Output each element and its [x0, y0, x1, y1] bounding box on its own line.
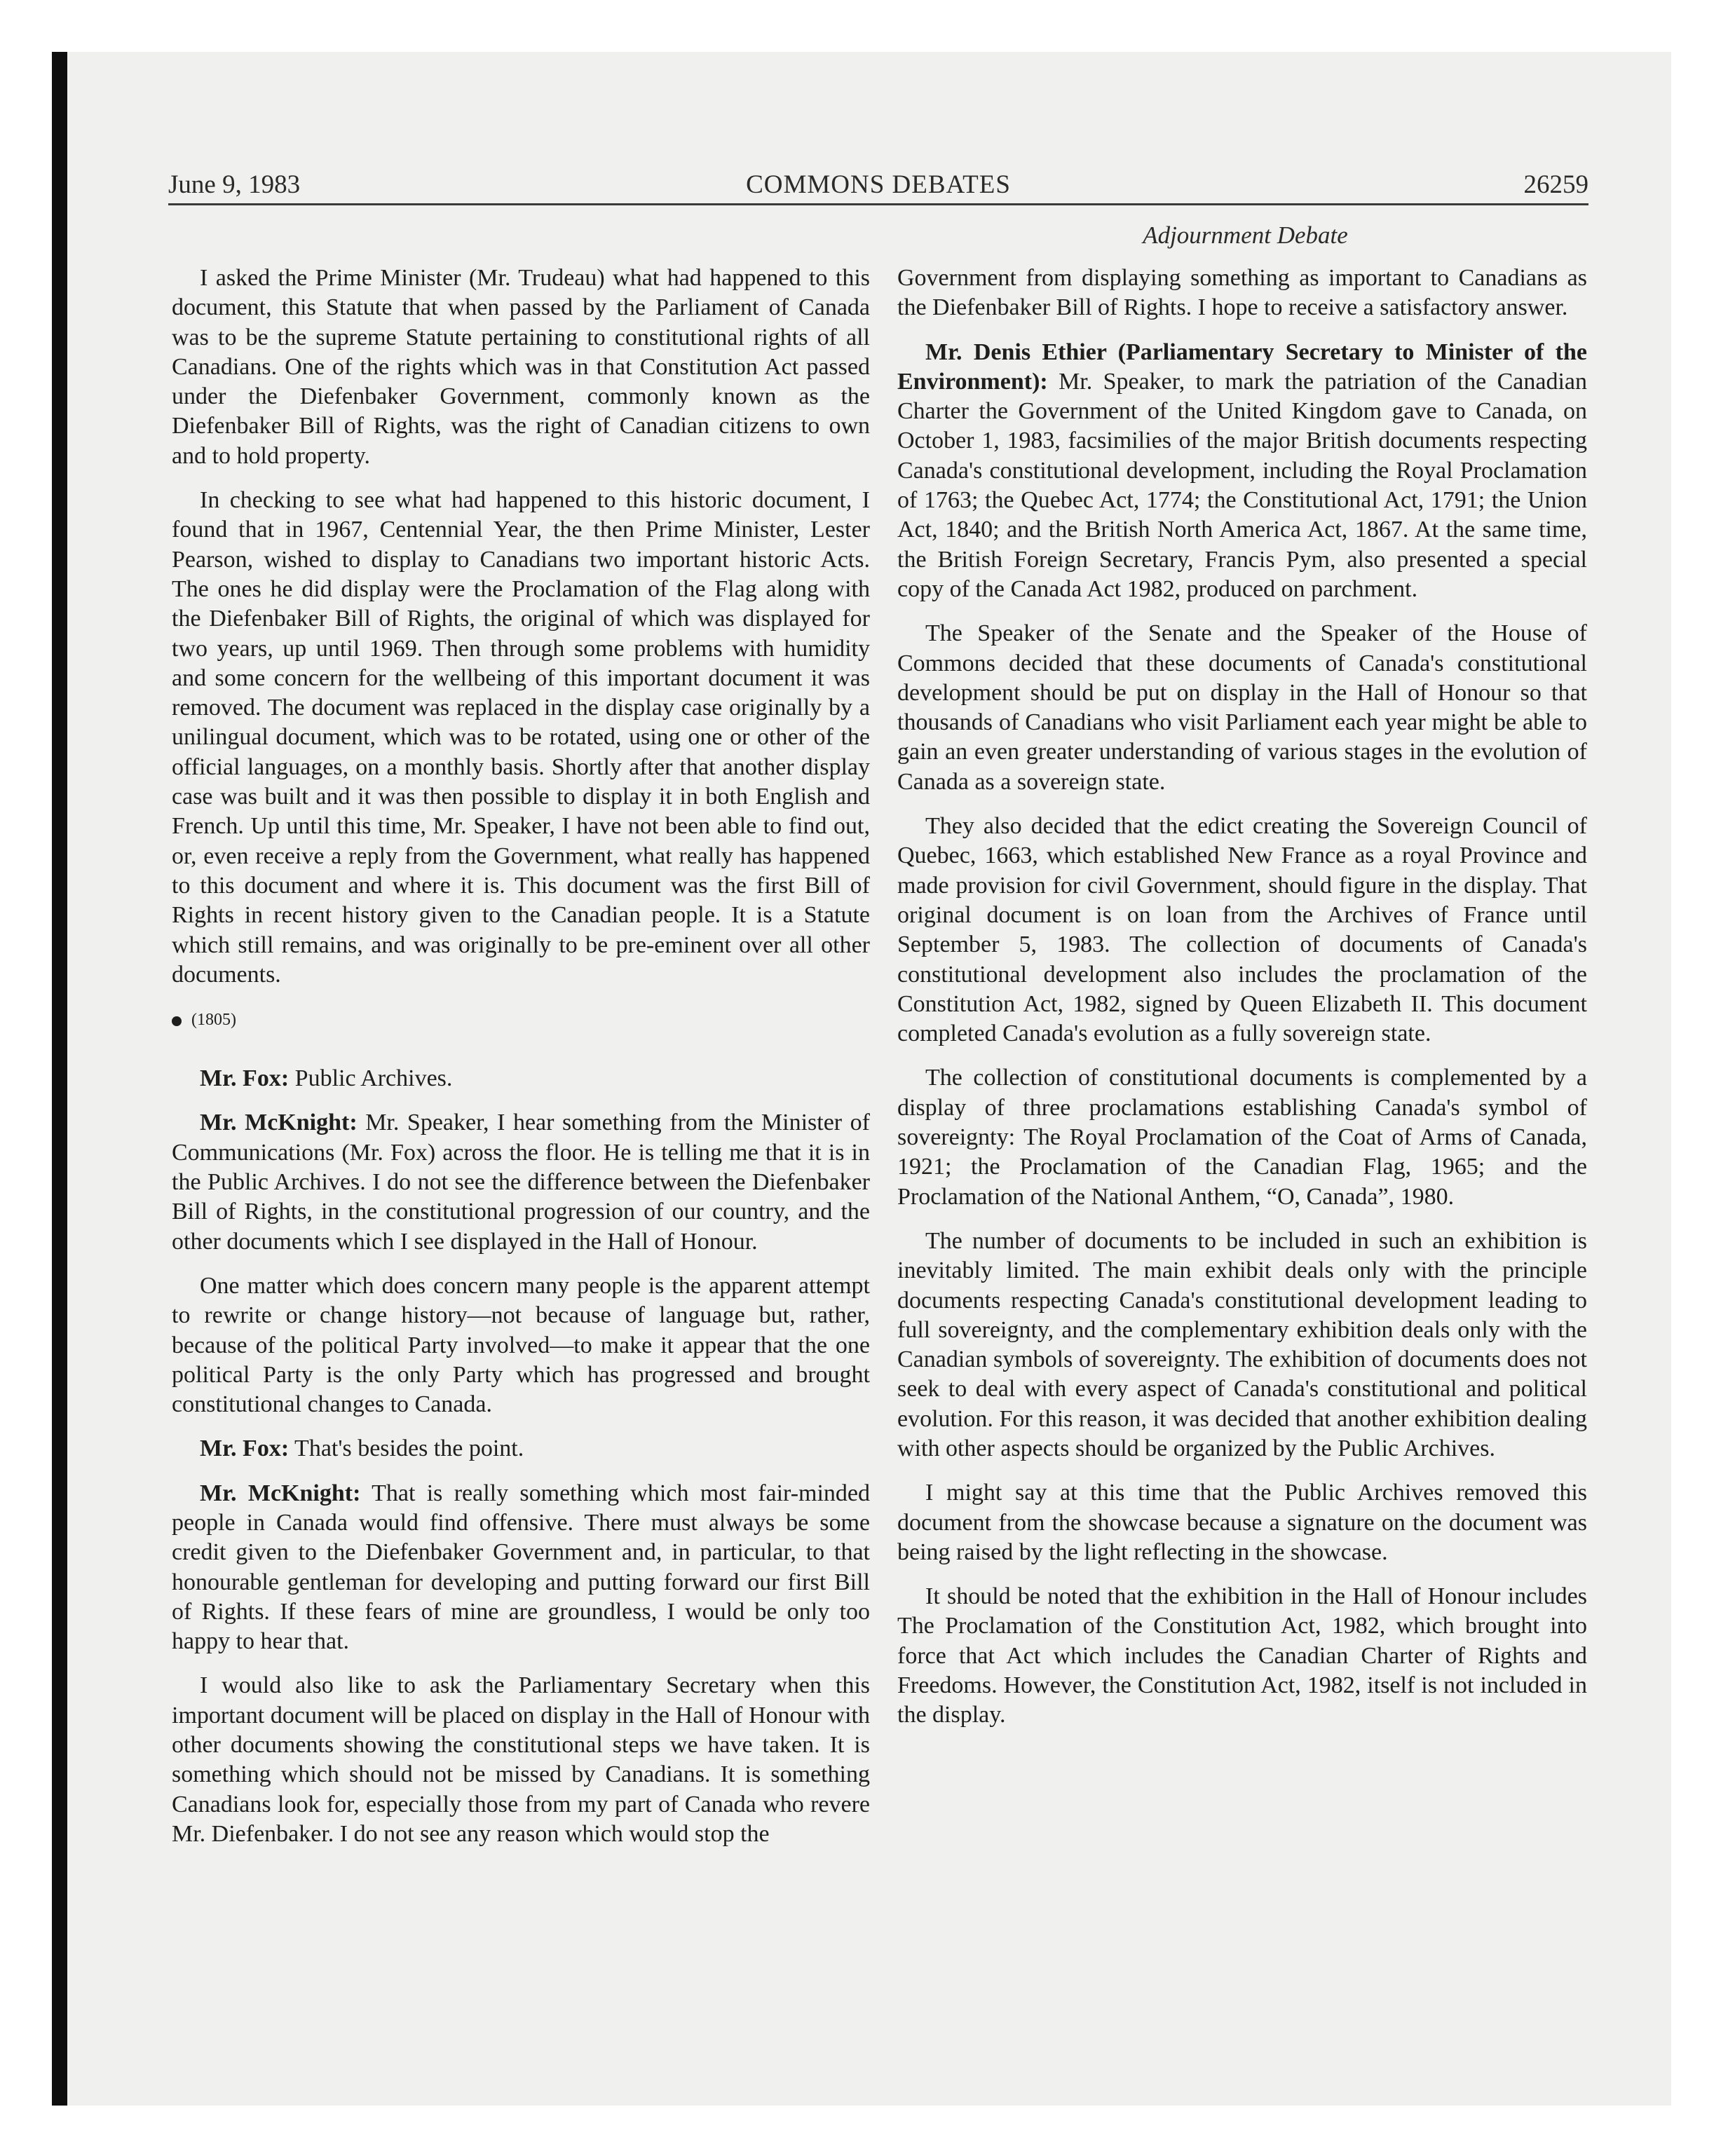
paragraph: The Speaker of the Senate and the Speaker of the House of Commons decided that these documents of Canada's constitutional development should be put on display in the Hall of Honour so that thousands of Canadians who visit Parliament each year might be able to gain an even greater understanding of various stages in the evolution of Canada as a sovereign state.: [897, 620, 1587, 795]
time-marker-text: (1805): [191, 1011, 236, 1030]
speech-paragraph: [172, 1434, 870, 1464]
header-title: COMMONS DEBATES: [746, 170, 1011, 199]
speech-text: That is really something which most fair-minded people in Canada would find offensive. There must always be some credit given to the Diefenbaker Government and, in particular, to that honourable gentleman for developing and putting forward our first Bill of Rights. If these fears of mine are groundless, I would be only too happy to hear that.: [172, 1480, 870, 1655]
speech-paragraph: [172, 1479, 870, 1657]
paragraph: In checking to see what had happened to this historic document, I found that in 1967, Centennial Year, the then Prime Minister, Lester Pearson, wished to display to Canadians two important historic Acts. The ones he did display were the Proclamation of the Flag along with the Diefenbaker Bill of Rights, the original of which was displayed for two years, up until 1969. Then through some problems with humidity and some concern for the wellbeing of this important document it was removed. The document was replaced in the display case originally by a unilingual document, which was to be rotated, using one or other of the official languages, on a monthly basis. Shortly after that another display case was built and it was then possible to display it in both English and French. Up until this time, Mr. Speaker, I have not been able to find out, or, even receive a reply from the Government, what really has happened to this document and where it is. This document was the first Bill of Rights in recent history given to the Canadian people. It is a Statute which still remains, and was originally to be pre-eminent over all other documents.: [172, 487, 870, 988]
paragraph: They also decided that the edict creating the Sovereign Council of Quebec, 1663, which established New France as a royal Province and made provision for civil Government, should figure in the display. That original document is on loan from the Archives of France until September 5, 1983. The collection of documents of Canada's constitutional development also includes the proclamation of the Constitution Act, 1982, signed by Queen Elizabeth II. This document completed Canada's evolution as a fully sovereign state.: [897, 813, 1587, 1047]
section-label: Adjournment Debate: [1143, 221, 1348, 249]
right-column: [897, 264, 1587, 1745]
left-column: [172, 264, 870, 1864]
header-page-number: 26259: [1523, 170, 1588, 199]
bullet-icon: [172, 1016, 182, 1026]
binding-edge: [52, 52, 67, 2106]
page-header: [168, 167, 1588, 205]
speech-paragraph: [172, 1108, 870, 1256]
paragraph: The collection of constitutional documents is complemented by a display of three proclamations establishing Canada's symbol of sovereignty: The Royal Proclamation of the Coat of Arms of Canada, 1921; the Proclamation of the Canadian Flag, 1965; and the Proclamation of the National Anthem, “O, Canada”, 1980.: [897, 1065, 1587, 1210]
speech-text: Public Archives.: [294, 1065, 453, 1092]
paragraph: I might say at this time that the Public Archives removed this document from the showcase because a signature on the document was being raised by the light reflecting in the showcase.: [897, 1480, 1587, 1565]
speech-text: That's besides the point.: [294, 1435, 524, 1462]
speaker-name: Mr. Denis Ethier (Parliamentary Secretary to Minister of the Environment):: [897, 339, 1587, 395]
speech-text: Mr. Speaker, I hear something from the Minister of Communications (Mr. Fox) across the floor. He is telling me that it is in the Public Archives. I do not see the difference between the Diefenbaker Bill of Rights, in the constitutional progression of our country, and the other documents which I see displayed in the Hall of Honour.: [172, 1110, 870, 1255]
speaker-name: Mr. Fox:: [200, 1435, 290, 1462]
paragraph: The number of documents to be included in such an exhibition is inevitably limited. The main exhibit deals only with the principle documents respecting Canada's constitutional development leading to full sovereignty, and the complementary exhibition deals only with the Canadian symbols of sovereignty. The exhibition of documents does not seek to deal with every aspect of Canada's constitutional and political evolution. For this reason, it was decided that another exhibition dealing with other aspects should be organized by the Public Archives.: [897, 1227, 1587, 1461]
paragraph-continued: Government from displaying something as important to Canadians as the Diefenbaker Bill of Rights. I hope to receive a satisfactory answer.: [897, 265, 1587, 321]
speaker-name: Mr. Fox:: [200, 1065, 290, 1092]
speech-paragraph: [897, 338, 1587, 605]
header-date: June 9, 1983: [168, 170, 301, 199]
paragraph: It should be noted that the exhibition in the Hall of Honour includes The Proclamation of the Constitution Act, 1982, which brought into force that Act which includes the Canadian Charter of Rights and Freedoms. However, the Constitution Act, 1982, itself is not included in the display.: [897, 1583, 1587, 1728]
speech-paragraph: [172, 1064, 870, 1093]
speech-text: Mr. Speaker, to mark the patriation of the Canadian Charter the Government of the United Kingdom gave to Canada, on October 1, 1983, facsimilies of the major British documents respecting Canada's constitutional development, including the Royal Proclamation of 1763; the Quebec Act, 1774; the Constitutional Act, 1791; the Union Act, 1840; and the British North America Act, 1867. At the same time, the British Foreign Secretary, Francis Pym, also presented a special copy of the Canada Act 1982, produced on parchment.: [897, 368, 1587, 602]
speaker-name: Mr. McKnight:: [200, 1480, 361, 1506]
paragraph: One matter which does concern many people is the apparent attempt to rewrite or change history—not because of language but, rather, because of the political Party involved—to make it appear that the one political Party is the only Party which has progressed and brought constitutional changes to Canada.: [172, 1272, 870, 1418]
time-marker: [172, 1005, 870, 1035]
speaker-name: Mr. McKnight:: [200, 1110, 358, 1136]
paragraph: I asked the Prime Minister (Mr. Trudeau) what had happened to this document, this Statute that when passed by the Parliament of Canada was to be the supreme Statute pertaining to constitutional rights of all Canadians. One of the rights which was in that Constitution Act passed under the Diefenbaker Government, commonly known as the Diefenbaker Bill of Rights, was the right of Canadian citizens to own and to hold property.: [172, 265, 870, 469]
paragraph: I would also like to ask the Parliamentary Secretary when this important document will be placed on display in the Hall of Honour with other documents showing the constitutional steps we have taken. It is something which should not be missed by Canadians. It is something Canadians look for, especially those from my part of Canada who revere Mr. Diefenbaker. I do not see any reason which would stop the: [172, 1672, 870, 1847]
